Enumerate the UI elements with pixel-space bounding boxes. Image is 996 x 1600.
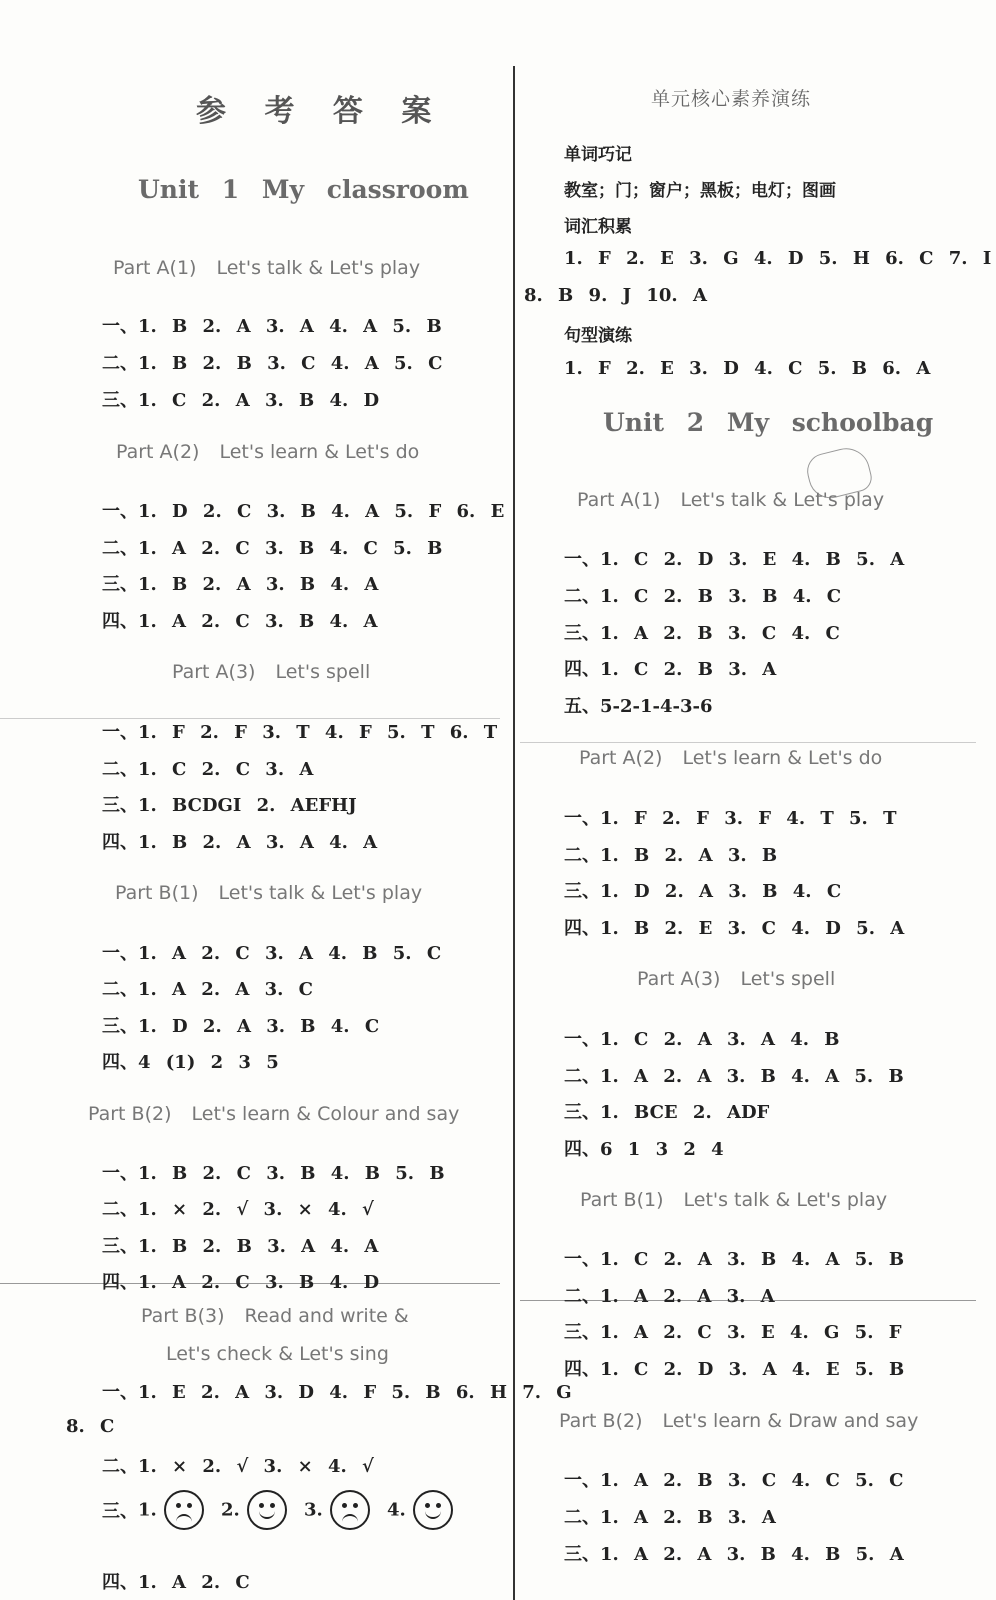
answer-line: 四、1. B 2. A 3. A 4. A — [102, 832, 378, 853]
subsection-heading: 句型演练 — [564, 326, 632, 346]
subsection-heading: 词汇积累 — [564, 217, 632, 237]
answer-line: 二、1. B 2. A 3. B — [564, 845, 778, 866]
answer-line: 二、1. × 2. √ 3. × 4. √ — [102, 1199, 374, 1220]
answer-line: 四、1. A 2. C 3. B 4. D — [102, 1272, 380, 1293]
part-heading: Part B(3) Read and write & — [141, 1305, 409, 1327]
fold-line — [520, 742, 976, 743]
section-heading: 单元核心素养演练 — [651, 88, 812, 110]
answer-line: 五、5-2-1-4-3-6 — [564, 696, 713, 717]
answer-line: 四、4 (1) 2 3 5 — [102, 1052, 279, 1073]
answer-line: 一、1. B 2. C 3. B 4. B 5. B — [102, 1163, 445, 1184]
answer-line: 三、1. B 2. B 3. A 4. A — [102, 1236, 379, 1257]
answer-line: 8. B 9. J 10. A — [524, 285, 707, 306]
answer-line: 二、1. A 2. C 3. B 4. C 5. B — [102, 538, 443, 559]
answer-line: 三、1. A 2. B 3. C 4. C — [564, 623, 840, 644]
part-heading: Part B(2) Let's learn & Colour and say — [88, 1103, 460, 1125]
answer-line: 二、1. × 2. √ 3. × 4. √ — [102, 1456, 374, 1477]
answer-line: 二、1. A 2. A 3. A — [564, 1286, 775, 1307]
unit-2-heading: Unit 2 My schoolbag — [603, 408, 934, 437]
part-heading: Part B(1) Let's talk & Let's play — [580, 1189, 888, 1211]
answer-line: 8. C — [66, 1416, 115, 1437]
subsection-heading: 单词巧记 — [564, 145, 632, 165]
sad-face-icon — [164, 1490, 204, 1530]
answer-line: 一、1. A 2. B 3. C 4. C 5. C — [564, 1470, 904, 1491]
part-heading: Part B(2) Let's learn & Draw and say — [559, 1410, 919, 1432]
answer-line: 四、1. C 2. B 3. A — [564, 659, 777, 680]
part-heading: Part A(3) Let's spell — [172, 661, 371, 683]
happy-face-icon — [247, 1490, 287, 1530]
part-heading: Part B(1) Let's talk & Let's play — [115, 882, 423, 904]
answer-line: 1. F 2. E 3. G 4. D 5. H 6. C 7. I — [564, 248, 992, 269]
answer-line: 三、1. C 2. A 3. B 4. D — [102, 390, 380, 411]
answer-line: 三、1. A 2. C 3. E 4. G 5. F — [564, 1322, 902, 1343]
answer-line: 三、1. B 2. A 3. B 4. A — [102, 574, 379, 595]
unit-1-heading: Unit 1 My classroom — [138, 175, 469, 204]
answer-line: 二、1. A 2. A 3. C — [102, 979, 313, 1000]
part-heading: Part A(1) Let's talk & Let's play — [577, 489, 885, 511]
answer-line: 一、1. E 2. A 3. D 4. F 5. B 6. H 7. G — [102, 1382, 572, 1403]
answer-line: 二、1. C 2. C 3. A — [102, 759, 314, 780]
answer-line: 一、1. C 2. A 3. A 4. B — [564, 1029, 840, 1050]
answer-line: 一、1. C 2. A 3. B 4. A 5. B — [564, 1249, 905, 1270]
answer-line: 二、1. A 2. B 3. A — [564, 1507, 776, 1528]
answer-line: 一、1. C 2. D 3. E 4. B 5. A — [564, 549, 905, 570]
column-divider — [513, 66, 515, 1600]
answer-line: 一、1. D 2. C 3. B 4. A 5. F 6. E — [102, 501, 505, 522]
answer-line: 一、1. B 2. A 3. A 4. A 5. B — [102, 316, 442, 337]
faces-question: 三、1. 2. 3. 4. — [102, 1490, 465, 1530]
page-title: 参 考 答 案 — [196, 94, 446, 129]
answer-line: 四、1. A 2. C — [102, 1572, 250, 1593]
answer-line: 三、1. BCDGI 2. AEFHJ — [102, 795, 357, 816]
answer-line: 四、1. A 2. C 3. B 4. A — [102, 611, 378, 632]
part-heading-cont: Let's check & Let's sing — [166, 1343, 389, 1365]
part-heading: Part A(2) Let's learn & Let's do — [579, 747, 883, 769]
part-heading: Part A(3) Let's spell — [637, 968, 836, 990]
answer-line: 三、1. D 2. A 3. B 4. C — [102, 1016, 380, 1037]
part-heading: Part A(2) Let's learn & Let's do — [116, 441, 420, 463]
answer-line: 三、1. A 2. A 3. B 4. B 5. A — [564, 1544, 904, 1565]
vocab-line: 教室；门；窗户；黑板；电灯；图画 — [564, 181, 836, 201]
happy-face-icon — [413, 1490, 453, 1530]
answer-line: 二、1. B 2. B 3. C 4. A 5. C — [102, 353, 443, 374]
answer-line: 1. F 2. E 3. D 4. C 5. B 6. A — [564, 358, 931, 379]
answer-line: 一、1. F 2. F 3. T 4. F 5. T 6. T — [102, 722, 498, 743]
answer-line: 一、1. F 2. F 3. F 4. T 5. T — [564, 808, 897, 829]
answer-line: 四、6 1 3 2 4 — [564, 1139, 724, 1160]
answer-line: 二、1. C 2. B 3. B 4. C — [564, 586, 842, 607]
answer-line: 四、1. C 2. D 3. A 4. E 5. B — [564, 1359, 905, 1380]
answer-line: 三、1. BCE 2. ADF — [564, 1102, 770, 1123]
answer-line: 四、1. B 2. E 3. C 4. D 5. A — [564, 918, 905, 939]
part-heading: Part A(1) Let's talk & Let's play — [113, 257, 421, 279]
answer-line: 一、1. A 2. C 3. A 4. B 5. C — [102, 943, 442, 964]
answer-line: 二、1. A 2. A 3. B 4. A 5. B — [564, 1066, 904, 1087]
answer-line: 三、1. D 2. A 3. B 4. C — [564, 881, 842, 902]
sad-face-icon — [330, 1490, 370, 1530]
